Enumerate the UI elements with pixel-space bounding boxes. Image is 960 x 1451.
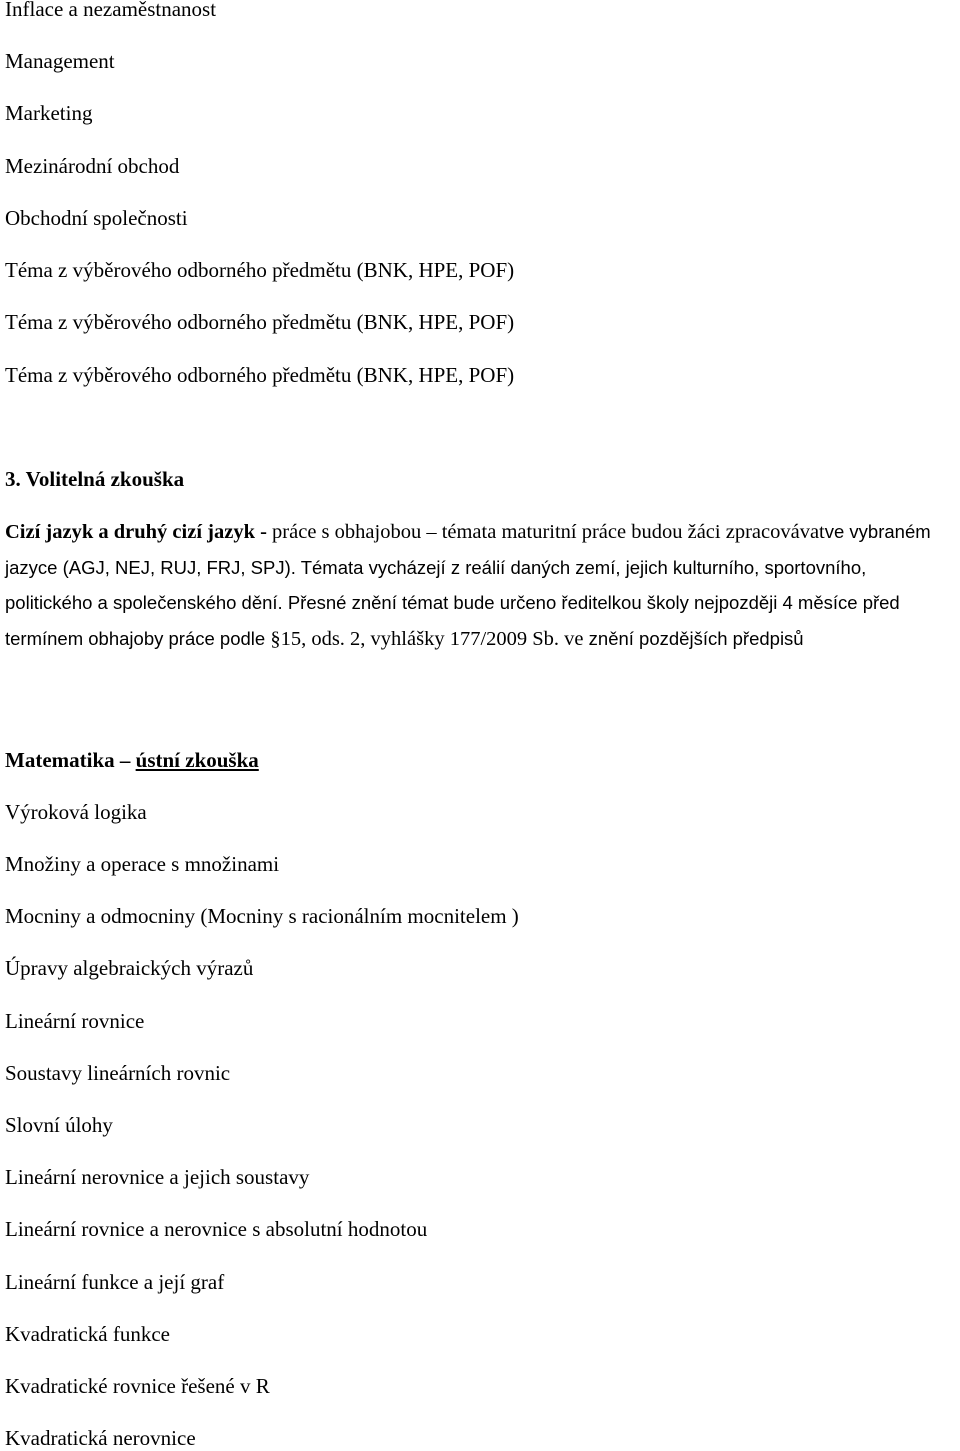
elective-paragraph (5, 515, 957, 657)
math-topic-item: Soustavy lineárních rovnic (5, 1061, 231, 1085)
elective-text: Témata vycházejí z reálií daných zemí, jejich kulturního, sportovního, politického a společenského dění. (5, 556, 867, 613)
math-topic-item: Kvadratická funkce (5, 1322, 170, 1346)
math-topic-item: Lineární rovnice a nerovnice s absolutní hodnotou (5, 1217, 428, 1241)
elective-text: práce s obhajobou – témata maturitní práce budou žáci zpracovávat (266, 521, 825, 543)
math-topic-item: Mocniny a odmocniny (Mocniny s racionálním mocnitelem ) (5, 904, 519, 928)
elective-lead: Cizí jazyk a druhý cizí jazyk - (5, 521, 267, 543)
topic-item: Téma z výběrového odborného předmětu (BNK, HPE, POF) (5, 258, 515, 282)
math-topic-item: Lineární nerovnice a jejich soustavy (5, 1165, 310, 1189)
topic-item: Téma z výběrového odborného předmětu (BNK, HPE, POF) (5, 310, 515, 334)
math-topic-item: Úpravy algebraických výrazů (5, 956, 254, 980)
topic-item: Inflace a nezaměstnanost (5, 0, 217, 21)
topic-item: Obchodní společnosti (5, 206, 188, 230)
topic-item: Management (5, 49, 115, 73)
math-heading-part: Matematika – (5, 748, 136, 772)
math-topic-item: Lineární funkce a její graf (5, 1270, 225, 1294)
math-topic-item: Množiny a operace s množinami (5, 852, 280, 876)
section-heading-math (5, 747, 259, 773)
topic-item: Marketing (5, 101, 93, 125)
elective-text: §15, ods. 2, vyhlášky 177/2009 Sb. ve (265, 627, 584, 650)
math-topic-item: Lineární rovnice (5, 1009, 145, 1033)
elective-text: ve vybraném jazyce (AGJ, NEJ, RUJ, FRJ, SPJ). (5, 521, 931, 578)
elective-text: znění pozdějších předpisů (583, 627, 804, 649)
topic-item: Téma z výběrového odborného předmětu (BNK, HPE, POF) (5, 363, 515, 387)
math-topic-item: Kvadratické rovnice řešené v R (5, 1374, 270, 1398)
math-topic-item: Kvadratická nerovnice (5, 1426, 196, 1450)
math-topic-item: Výroková logika (5, 800, 147, 824)
elective-text: Přesné znění témat bude určeno ředitelkou školy nejpozději 4 měsíce před termínem obhajoby práce podle (5, 592, 900, 649)
section-heading-elective: 3. Volitelná zkouška (5, 467, 185, 491)
math-topic-item: Slovní úlohy (5, 1113, 113, 1137)
topic-item: Mezinárodní obchod (5, 154, 180, 178)
math-heading-underlined: ústní zkouška (135, 748, 259, 772)
